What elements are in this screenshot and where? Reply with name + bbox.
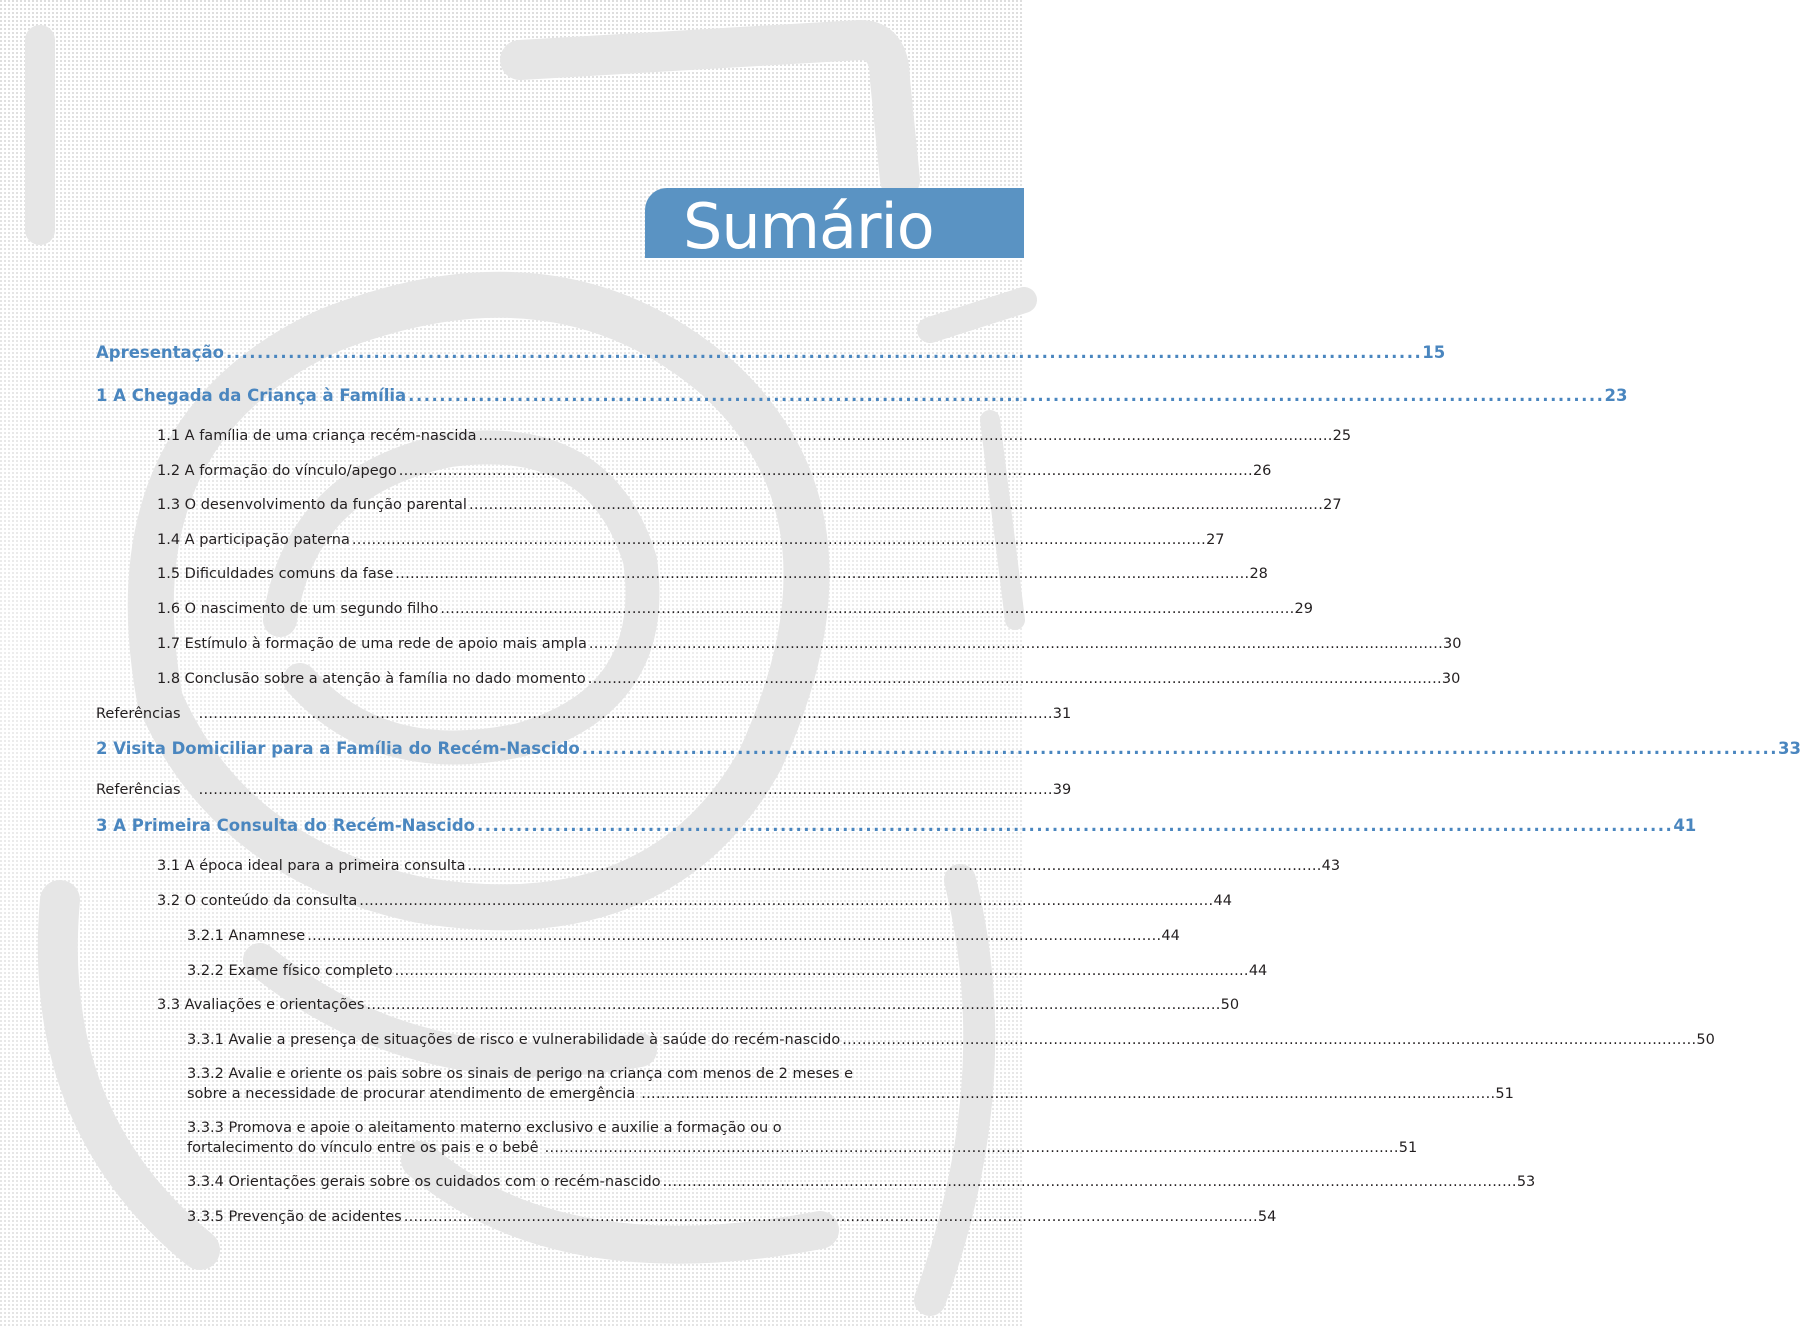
toc-page-number: 15 [1422,343,1446,362]
toc-entry-label: 1 A Chegada da Criança à Família [96,386,407,405]
toc-chapter-3[interactable] [96,816,1697,836]
dot-leader: .............................................................................................................................................................................. [641,1086,1496,1102]
toc-page-number: 30 [1443,636,1462,652]
dot-leader: .............................................................................................................................................................................. [398,463,1253,479]
toc-entry-label: Referências [96,706,181,722]
dot-leader: .............................................................................................................................................................................. [468,497,1324,513]
page-title: Sumário [683,190,934,263]
toc-section-3-3-4[interactable] [187,1172,1536,1192]
toc-entry-label: 1.4 A participação paterna [157,532,350,548]
toc-page-number: 30 [1441,671,1461,687]
dot-leader: .............................................................................................................................................................................. [587,671,1442,687]
dot-leader: .............................................................................................................................................................................. [588,636,1444,652]
toc-section-1-4[interactable] [157,530,1225,550]
toc-entry-label: Referências [96,782,181,798]
toc-entry-label: Apresentação [96,343,224,362]
toc-entry-label: 3.3 Avaliações e orientações [157,997,365,1013]
toc-page-number: 53 [1516,1174,1536,1190]
dot-leader: .............................................................................................................................................................................. [394,963,1249,979]
toc-references-ch1[interactable] [96,704,1072,724]
toc-page-number: 27 [1206,532,1225,548]
toc-section-3-3-3[interactable] [187,1118,1418,1158]
dot-leader: .............................................................................................................................................................................. [544,1140,1399,1156]
toc-page-number: 31 [1052,706,1072,722]
toc-page-number: 28 [1249,566,1268,582]
dot-leader: .............................................................................................................................................................................. [478,428,1333,444]
toc-entry-label: 1.7 Estímulo à formação de uma rede de apoio mais ampla [157,636,587,652]
toc-page-number: 27 [1323,497,1342,513]
toc-chapter-1[interactable] [96,386,1628,406]
toc-page-number: 50 [1696,1032,1715,1048]
dot-leader: .............................................................................................................................................................................. [403,1209,1258,1225]
toc-entry-label: 3 A Primeira Consulta do Recém-Nascido [96,816,476,835]
dot-leader: .......................................................................................................................................................... [477,816,1674,835]
dot-leader: .............................................................................................................................................................................. [198,706,1053,722]
dot-leader: .............................................................................................................................................................................. [467,858,1322,874]
dot-leader: .............................................................................................................................................................................. [842,1032,1697,1048]
dot-leader: .............................................................................................................................................................................. [351,532,1207,548]
toc-page-number: 29 [1294,601,1313,617]
toc-section-1-1[interactable] [157,426,1352,446]
toc-entry-label-line2: fortalecimento do vínculo entre os pais e o bebê [187,1140,539,1156]
toc-entry-label: 1.3 O desenvolvimento da função parental [157,497,467,513]
toc-chapter-2[interactable] [96,739,1801,759]
toc-page-number: 41 [1673,816,1697,835]
dot-leader: .............................................................................................................................................................................. [440,601,1295,617]
dot-leader: .......................................................................................................................................................... [225,343,1423,362]
toc-references-ch2[interactable] [96,780,1072,800]
dot-leader: .............................................................................................................................................................................. [395,566,1250,582]
toc-page-number: 33 [1778,739,1801,758]
toc-section-3-2[interactable] [157,891,1232,911]
toc-section-1-8[interactable] [157,669,1461,689]
toc-entry-label: 2 Visita Domiciliar para a Família do Recém-Nascido [96,739,580,758]
toc-section-1-5[interactable] [157,564,1268,584]
toc-section-3-3[interactable] [157,995,1240,1015]
toc-section-1-2[interactable] [157,461,1272,481]
toc-section-3-3-2[interactable] [187,1064,1514,1104]
toc-page-number: 43 [1321,858,1341,874]
toc-page-number: 44 [1161,928,1180,944]
toc-entry-label: 3.2.2 Exame físico completo [187,963,393,979]
dot-leader: .......................................................................................................................................................... [581,739,1779,758]
toc-section-1-3[interactable] [157,495,1342,515]
toc-page-number: 51 [1398,1140,1418,1156]
toc-page-number: 51 [1495,1086,1514,1102]
toc-page-number: 25 [1332,428,1352,444]
toc-page-number: 26 [1252,463,1272,479]
toc-entry-label: 3.1 A época ideal para a primeira consulta [157,858,466,874]
toc-section-1-7[interactable] [157,634,1462,654]
toc-entry-label: 3.3.5 Prevenção de acidentes [187,1209,402,1225]
toc-entry-label: 3.3.1 Avalie a presença de situações de risco e vulnerabilidade à saúde do recém-nascido [187,1032,841,1048]
toc-page-number: 23 [1604,386,1628,405]
toc-chapter-apresentacao[interactable] [96,343,1446,363]
toc-section-3-3-5[interactable] [187,1207,1277,1227]
toc-page-number: 50 [1220,997,1240,1013]
dot-leader: .......................................................................................................................................................... [408,386,1605,405]
toc-page-number: 44 [1213,893,1232,909]
toc-section-3-1[interactable] [157,856,1341,876]
dot-leader: .............................................................................................................................................................................. [662,1174,1517,1190]
toc-entry-label: 1.1 A família de uma criança recém-nascida [157,428,477,444]
toc-page-number: 39 [1052,782,1072,798]
dot-leader: .............................................................................................................................................................................. [198,782,1053,798]
toc-entry-label-line1: 3.3.3 Promova e apoie o aleitamento materno exclusivo e auxilie a formação ou o [187,1120,782,1136]
toc-entry-label: 1.2 A formação do vínculo/apego [157,463,397,479]
toc-section-3-2-2[interactable] [187,961,1268,981]
dot-leader: .............................................................................................................................................................................. [307,928,1162,944]
toc-entry-label: 1.6 O nascimento de um segundo filho [157,601,439,617]
toc-entry-label: 3.3.4 Orientações gerais sobre os cuidados com o recém-nascido [187,1174,661,1190]
toc-page-number: 44 [1248,963,1268,979]
toc-entry-label-line2: sobre a necessidade de procurar atendimento de emergência [187,1086,636,1102]
dot-leader: .............................................................................................................................................................................. [359,893,1214,909]
toc-section-1-6[interactable] [157,599,1313,619]
toc-section-3-2-1[interactable] [187,926,1180,946]
toc-section-3-3-1[interactable] [187,1030,1715,1050]
toc-page-number: 54 [1257,1209,1277,1225]
toc-entry-label: 1.8 Conclusão sobre a atenção à família no dado momento [157,671,586,687]
dot-leader: .............................................................................................................................................................................. [366,997,1221,1013]
toc-entry-label: 3.2 O conteúdo da consulta [157,893,358,909]
toc-entry-label-line1: 3.3.2 Avalie e oriente os pais sobre os sinais de perigo na criança com menos de 2 meses e [187,1066,854,1082]
toc-entry-label: 1.5 Dificuldades comuns da fase [157,566,394,582]
toc-entry-label: 3.2.1 Anamnese [187,928,306,944]
